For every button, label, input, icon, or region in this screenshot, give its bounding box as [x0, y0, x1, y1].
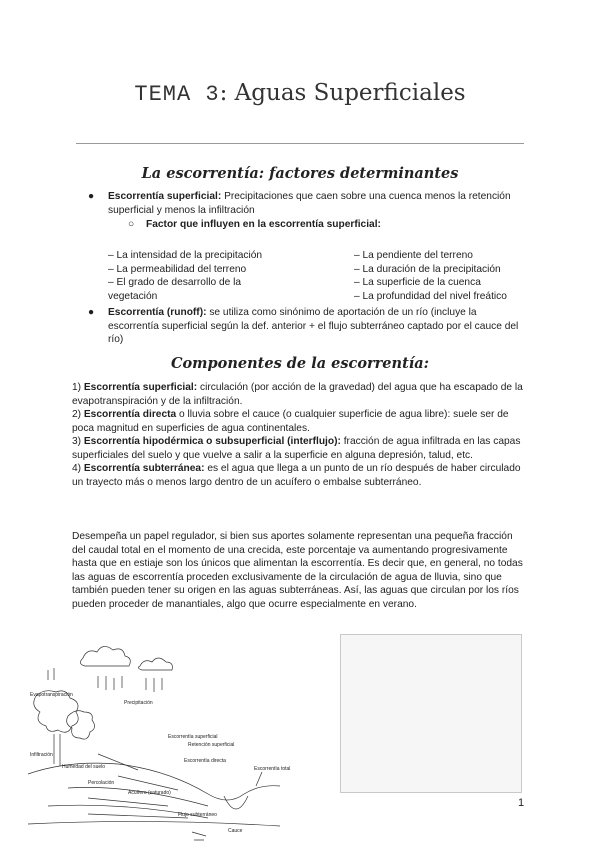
circle-bullet: ○ [128, 219, 135, 230]
diagram-label-retsup: Retención superficial [188, 742, 235, 748]
diagram-label-escsup: Escorrentía superficial [168, 734, 218, 740]
evapo-arrow [48, 668, 54, 680]
title-separator: : [219, 80, 228, 106]
bedrock-line [28, 821, 280, 826]
bullet-term: Escorrentía (runoff): [108, 307, 207, 318]
component-text: fracción de agua infiltrada en las capas superficiales del suelo y que vuelve a salir a la superficie en alguna depresión, talud, etc. [72, 436, 521, 461]
diagram-label-cauce: Cauce [228, 828, 243, 834]
tree-icon [67, 711, 95, 739]
image-placeholder [340, 634, 522, 793]
factor-item: – El grado de desarrollo de la [108, 277, 242, 288]
component-item [72, 435, 528, 462]
component-item [72, 408, 528, 435]
component-text: o lluvia sobre el cauce (o cualquier superficie de agua libre): suele ser de poca magnitud en superficies de agua continentales. [72, 409, 509, 434]
cloud-icon [80, 646, 130, 666]
bullet-dot: ● [88, 307, 95, 318]
factor-item: – La superficie de la cuenca [354, 277, 481, 288]
component-term: Escorrentía directa [83, 409, 177, 420]
diagram-label-humedad: Humedad del suelo [62, 764, 106, 770]
factor-item: vegetación [108, 290, 158, 302]
bullet-dot: ● [88, 191, 95, 202]
factor-item: – La intensidad de la precipitación [108, 250, 263, 261]
component-term: Escorrentía superficial: [83, 382, 198, 393]
title-main: Aguas Superficiales [227, 80, 466, 106]
bullet-surface-runoff [88, 190, 520, 217]
component-text: es el agua que llega a un punto de un río después de haber circulado un trayecto más o menos largo dentro de un acuífero o embalse subterráneo. [72, 463, 521, 488]
regulator-paragraph: Desempeña un papel regulador, si bien sus aportes solamente representan una pequeña fracción del caudal total en el momento de una crecida, este porcentaje va aumentando progresivamente hasta que en estiaje son los únicos que alimentan la escorrentía. Es decir que, en general, no todas las aguas de escorrentía proceden exclusivamente de la circulación de agua de lluvia, sino que también pueden tener su origen en las aguas subterráneas. Así, las aguas que circulan por los ríos pueden proceder de manantiales, algo que ocurre especialmente en verano. [72, 531, 523, 610]
factor-item: – La permeabilidad del terreno [108, 263, 247, 275]
component-number: 3) [72, 436, 84, 447]
page-title [0, 78, 600, 107]
bullet-term: Escorrentía superficial: [108, 191, 222, 202]
title-prefix: TEMA 3 [134, 82, 220, 107]
factors-left-column [108, 249, 353, 303]
component-term: Escorrentía hipodérmica o subsuperficial (interflujo): [83, 436, 341, 447]
component-number: 1) [72, 382, 84, 393]
component-term: Escorrentía subterránea: [83, 463, 205, 474]
flow-arrow [192, 832, 206, 840]
component-item [72, 462, 528, 489]
factor-item: – La pendiente del terreno [354, 250, 473, 261]
diagram-label-flujo: Flujo subterráneo [178, 812, 217, 818]
factor-item: – La profundidad del nivel freático [354, 290, 507, 302]
sub-bullet-text: Factor que influyen en la escorrentía superficial: [146, 219, 381, 230]
cloud-icon [138, 658, 172, 670]
title-divider [76, 143, 524, 144]
evapo-arrow [256, 772, 262, 786]
hydrologic-diagram [28, 636, 291, 844]
rain-icon [98, 676, 162, 692]
section1-heading: La escorrentía: factores determinantes [141, 165, 459, 182]
components-list [72, 381, 528, 489]
diagram-label-esctotal: Escorrentía total [254, 766, 291, 772]
page-number: 1 [518, 797, 525, 809]
diagram-label-perc: Percolación [88, 780, 115, 786]
component-item [72, 381, 528, 408]
diagram-label-evapo: Evapotranspiración [30, 692, 73, 698]
diagram-label-escdir: Escorrentía directa [184, 758, 226, 764]
component-number: 2) [72, 409, 84, 420]
diagram-label-precip: Precipitación [124, 700, 153, 706]
channel [224, 796, 248, 809]
bullet-text: Precipitaciones que caen sobre una cuenca menos la retención superficial y menos la infiltración [108, 191, 511, 216]
factor-item: – La duración de la precipitación [354, 263, 501, 275]
sub-bullet-factors [128, 218, 508, 232]
diagram-label-infil: Infiltración [30, 752, 53, 758]
bullet-runoff [88, 306, 520, 347]
diagram-label-acuifero: Acuífero (saturado) [128, 790, 171, 796]
tree-icon [54, 734, 60, 766]
component-number: 4) [72, 463, 84, 474]
section2-heading: Componentes de la escorrentía: [170, 355, 430, 372]
bullet-text: se utiliza como sinónimo de aportación de un río (incluye la escorrentía superficial según la def. anterior + el flujo subterráneo captado por el cauce del río) [108, 307, 519, 345]
component-text: circulación (por acción de la gravedad) del agua que ha escapado de la evapotranspiración y de la infiltración. [72, 382, 523, 407]
factors-right-column [354, 249, 599, 303]
